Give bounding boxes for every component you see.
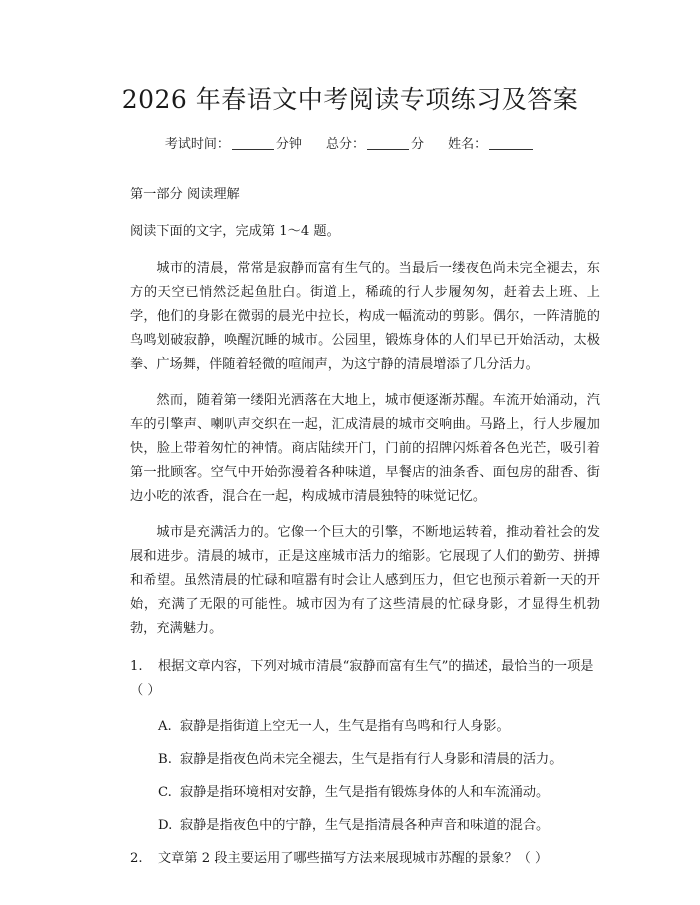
answer-option-b[interactable]: [158, 748, 600, 772]
option-letter: B.: [158, 752, 172, 767]
total-score-unit: 分: [411, 137, 425, 152]
exam-time-field: [165, 137, 306, 152]
option-text: 寂静是指夜色尚未完全褪去，生气是指有行人身影和清晨的活力。: [180, 752, 563, 767]
exam-time-blank[interactable]: [232, 137, 274, 150]
question-stem: [130, 655, 600, 703]
passage-paragraph: 城市是充满活力的。它像一个巨大的引擎，不断地运转着，推动着社会的发展和进步。清晨的城市，正是这座城市活力的缩影。它展现了人们的勤劳、拼搏和希望。虽然清晨的忙碌和喧嚣有时会让人感到压力，但它也预示着新一天的开始，充满了无限的可能性。城市因为有了这些清晨的忙碌身影，才显得生机勃勃，充满魅力。: [130, 525, 600, 636]
exam-content: [130, 183, 600, 871]
total-score-field: [326, 137, 428, 152]
question-number: 1.: [130, 659, 143, 674]
passage-paragraph: 然而，随着第一缕阳光洒落在大地上，城市便逐渐苏醒。车流开始涌动，汽车的引擎声、喇叭声交织在一起，汇成清晨的城市交响曲。马路上，行人步履加快，脸上带着匆忙的神情。商店陆续开门，门前的招牌闪烁着各色光芒，吸引着第一批顾客。空气中开始弥漫着各种味道，早餐店的油条香、面包房的甜香、街边小吃的浓香，混合在一起，构成城市清晨独特的味觉记忆。: [130, 393, 600, 504]
section-instruction: 阅读下面的文字，完成第 1～4 题。: [130, 224, 340, 239]
page-title: 2026 年春语文中考阅读专项练习及答案: [121, 85, 579, 114]
option-letter: A.: [158, 719, 172, 734]
answer-option-c[interactable]: [158, 781, 600, 805]
total-score-blank[interactable]: [367, 137, 409, 150]
option-text: 寂静是指街道上空无一人，生气是指有鸟鸣和行人身影。: [180, 719, 510, 734]
question-item: [130, 655, 600, 838]
option-letter: C.: [158, 785, 172, 800]
question-number: 2.: [130, 851, 143, 866]
exam-time-label: 考试时间：: [164, 137, 230, 152]
answer-option-d[interactable]: [158, 814, 600, 838]
student-name-blank[interactable]: [489, 137, 533, 150]
passage-paragraph: 城市的清晨，常常是寂静而富有生气的。当最后一缕夜色尚未完全褪去，东方的天空已悄然泛起鱼肚白。街道上，稀疏的行人步履匆匆，赶着去上班、上学，他们的身影在微弱的晨光中拉长，构成一幅流动的剪影。偶尔，一阵清脆的鸟鸣划破寂静，唤醒沉睡的城市。公园里，锻炼身体的人们早已开始活动，太极拳、广场舞，伴随着轻微的喧闹声，为这宁静的清晨增添了几分活力。: [130, 261, 600, 372]
total-score-label: 总分：: [325, 137, 365, 152]
reading-passage: [130, 257, 600, 641]
question-stem: [130, 847, 600, 871]
student-name-field: [448, 137, 535, 152]
question-text: 根据文章内容，下列对城市清晨“寂静而富有生气”的描述，最恰当的一项是（ ）: [130, 659, 594, 698]
answer-option-a[interactable]: [158, 715, 600, 739]
option-letter: D.: [158, 818, 173, 833]
question-text: 文章第 2 段主要运用了哪些描写方法来展现城市苏醒的景象？（ ）: [158, 851, 549, 866]
question-item: [130, 847, 600, 871]
student-name-label: 姓名：: [448, 137, 488, 152]
answer-options: [130, 715, 600, 838]
section-heading: 第一部分 阅读理解: [130, 187, 240, 202]
option-text: 寂静是指环境相对安静，生气是指有锻炼身体的人和车流涌动。: [180, 785, 550, 800]
option-text: 寂静是指夜色中的宁静，生气是指清晨各种声音和味道的混合。: [180, 818, 550, 833]
exam-time-unit: 分钟: [275, 137, 302, 152]
exam-meta-line: [0, 133, 700, 152]
